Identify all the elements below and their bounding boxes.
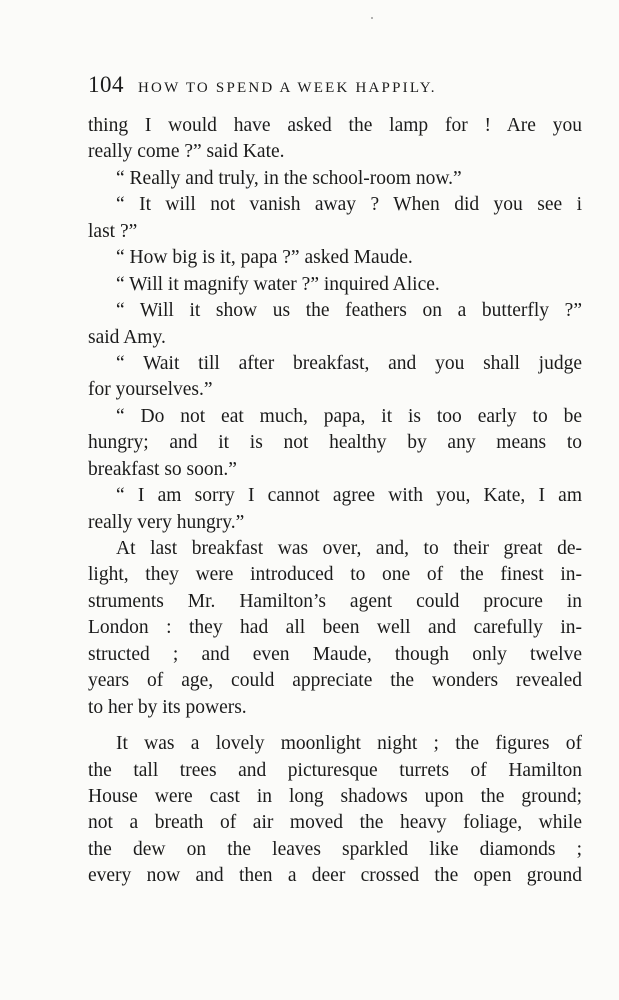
text-line: thing I would have asked the lamp for ! Are you <box>88 115 582 136</box>
text-line: “ I am sorry I cannot agree with you, Kate, I am <box>116 485 582 507</box>
text-line: “ Really and truly, in the school-room now.” <box>116 167 462 189</box>
text-line: It was a lovely moonlight night ; the figures of <box>116 733 582 755</box>
text-line: really come ?” said Kate. <box>88 141 285 163</box>
text-line: years of age, could appreciate the wonders revealed <box>88 670 582 692</box>
text-line: hungry; and it is not healthy by any means to <box>88 432 582 454</box>
text-line: struments Mr. Hamilton’s agent could procure in <box>88 590 582 612</box>
text-line: “ Will it magnify water ?” inquired Alice. <box>116 273 440 295</box>
text-line: light, they were introduced to one of the finest in- <box>88 564 582 586</box>
text-line: “ Wait till after breakfast, and you shall judge <box>116 352 582 374</box>
text-line: At last breakfast was over, and, to their great de- <box>116 538 582 559</box>
page-header <box>88 72 588 102</box>
text-line: for yourselves.” <box>88 379 213 401</box>
body-text <box>88 113 582 890</box>
page-number: 104 <box>88 72 124 97</box>
print-speck <box>371 17 373 19</box>
text-line: “ It will not vanish away ? When did you see i <box>116 194 582 216</box>
text-line: “ How big is it, papa ?” asked Maude. <box>116 247 413 269</box>
text-line: not a breath of air moved the heavy foliage, while <box>88 812 582 834</box>
text-line: every now and then a deer crossed the open ground <box>88 865 582 887</box>
text-line: “ Do not eat much, papa, it is too early to be <box>116 405 582 427</box>
text-line: House were cast in long shadows upon the ground; <box>88 785 582 807</box>
paragraph-gap <box>88 721 582 731</box>
text-line: the tall trees and picturesque turrets of Hamilton <box>88 759 582 781</box>
text-line: structed ; and even Maude, though only twelve <box>88 643 582 665</box>
text-line: to her by its powers. <box>88 696 247 718</box>
running-head: HOW TO SPEND A WEEK HAPPILY. <box>138 80 437 96</box>
text-line: London : they had all been well and carefully in- <box>88 617 582 639</box>
text-line: really very hungry.” <box>88 511 245 533</box>
text-line: last ?” <box>88 220 138 242</box>
text-line: the dew on the leaves sparkled like diamonds ; <box>88 838 582 860</box>
text-line: breakfast so soon.” <box>88 458 237 480</box>
text-line: “ Will it show us the feathers on a butterfly ?” <box>116 300 582 322</box>
text-line: said Amy. <box>88 326 166 348</box>
